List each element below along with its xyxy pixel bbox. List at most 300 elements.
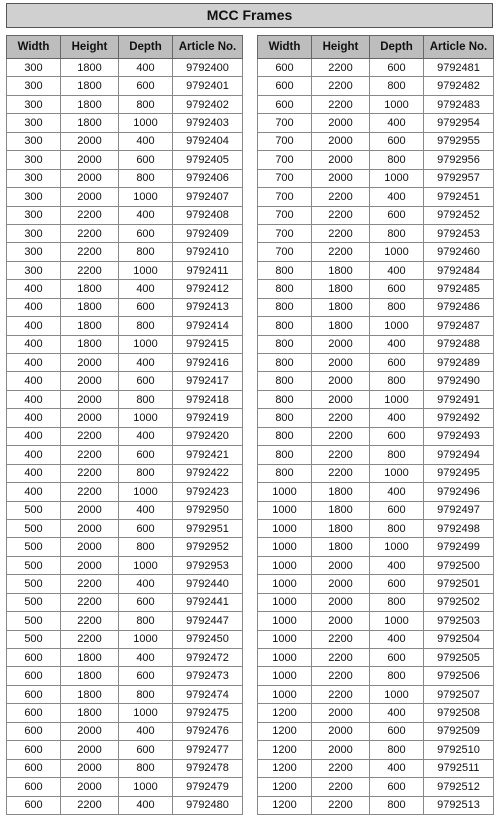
- cell-article-no: 9792512: [424, 778, 494, 796]
- cell-height: 2000: [61, 759, 119, 777]
- cell-height: 2200: [312, 95, 370, 113]
- cell-height: 2000: [61, 372, 119, 390]
- table-row: [258, 796, 494, 814]
- table-row: [7, 151, 243, 169]
- cell-article-no: 9792503: [424, 612, 494, 630]
- cell-height: 2000: [312, 741, 370, 759]
- cell-height: 2200: [312, 649, 370, 667]
- table-row: [7, 649, 243, 667]
- cell-height: 2200: [61, 612, 119, 630]
- cell-article-no: 9792484: [424, 261, 494, 279]
- table-row: [7, 409, 243, 427]
- cell-article-no: 9792476: [173, 722, 243, 740]
- cell-width: 600: [7, 796, 61, 814]
- cell-article-no: 9792513: [424, 796, 494, 814]
- cell-width: 1000: [258, 519, 312, 537]
- cell-height: 2000: [312, 704, 370, 722]
- table-row: [7, 114, 243, 132]
- cell-article-no: 9792417: [173, 372, 243, 390]
- cell-depth: 600: [370, 722, 424, 740]
- cell-width: 1000: [258, 538, 312, 556]
- table-row: [7, 224, 243, 242]
- cell-height: 2200: [61, 427, 119, 445]
- cell-width: 500: [7, 612, 61, 630]
- cell-article-no: 9792412: [173, 280, 243, 298]
- table-row: [7, 188, 243, 206]
- table-row: [7, 354, 243, 372]
- cell-article-no: 9792419: [173, 409, 243, 427]
- cell-height: 2000: [61, 188, 119, 206]
- cell-height: 2200: [312, 409, 370, 427]
- cell-width: 700: [258, 243, 312, 261]
- cell-width: 800: [258, 335, 312, 353]
- table-row: [258, 612, 494, 630]
- cell-depth: 1000: [370, 464, 424, 482]
- cell-width: 300: [7, 188, 61, 206]
- cell-height: 2000: [312, 372, 370, 390]
- cell-article-no: 9792492: [424, 409, 494, 427]
- cell-height: 2200: [312, 206, 370, 224]
- table-row: [7, 741, 243, 759]
- cell-article-no: 9792953: [173, 556, 243, 574]
- cell-article-no: 9792411: [173, 261, 243, 279]
- cell-width: 400: [7, 427, 61, 445]
- cell-height: 2200: [61, 796, 119, 814]
- cell-article-no: 9792955: [424, 132, 494, 150]
- cell-height: 2200: [61, 224, 119, 242]
- cell-depth: 800: [370, 151, 424, 169]
- cell-depth: 600: [370, 59, 424, 77]
- cell-width: 500: [7, 501, 61, 519]
- table-row: [7, 704, 243, 722]
- cell-depth: 1000: [119, 114, 173, 132]
- cell-article-no: 9792502: [424, 593, 494, 611]
- cell-height: 2000: [312, 354, 370, 372]
- cell-height: 2200: [312, 59, 370, 77]
- cell-height: 2200: [312, 224, 370, 242]
- cell-article-no: 9792509: [424, 722, 494, 740]
- column-header-article-no: Article No.: [173, 36, 243, 59]
- cell-depth: 1000: [370, 612, 424, 630]
- table-row: [258, 446, 494, 464]
- cell-height: 2200: [312, 77, 370, 95]
- cell-height: 2000: [61, 409, 119, 427]
- cell-height: 1800: [312, 483, 370, 501]
- table-row: [7, 593, 243, 611]
- cell-depth: 400: [119, 575, 173, 593]
- cell-depth: 600: [370, 501, 424, 519]
- cell-depth: 1000: [370, 95, 424, 113]
- cell-article-no: 9792510: [424, 741, 494, 759]
- cell-depth: 600: [119, 372, 173, 390]
- cell-depth: 400: [119, 280, 173, 298]
- cell-depth: 400: [370, 556, 424, 574]
- cell-height: 2000: [312, 114, 370, 132]
- cell-depth: 600: [119, 593, 173, 611]
- cell-width: 1200: [258, 796, 312, 814]
- cell-article-no: 9792450: [173, 630, 243, 648]
- cell-article-no: 9792400: [173, 59, 243, 77]
- cell-depth: 800: [119, 464, 173, 482]
- table-row: [7, 778, 243, 796]
- cell-width: 300: [7, 169, 61, 187]
- cell-width: 500: [7, 556, 61, 574]
- cell-height: 2200: [61, 483, 119, 501]
- cell-depth: 800: [370, 667, 424, 685]
- cell-width: 700: [258, 188, 312, 206]
- cell-width: 300: [7, 243, 61, 261]
- cell-height: 2000: [61, 132, 119, 150]
- cell-width: 600: [7, 722, 61, 740]
- cell-width: 300: [7, 224, 61, 242]
- cell-article-no: 9792423: [173, 483, 243, 501]
- cell-width: 1200: [258, 741, 312, 759]
- cell-width: 800: [258, 427, 312, 445]
- table-row: [258, 280, 494, 298]
- column-header-width: Width: [7, 36, 61, 59]
- table-row: [258, 390, 494, 408]
- cell-article-no: 9792418: [173, 390, 243, 408]
- table-row: [258, 114, 494, 132]
- cell-article-no: 9792486: [424, 298, 494, 316]
- cell-height: 2000: [61, 354, 119, 372]
- cell-article-no: 9792495: [424, 464, 494, 482]
- cell-article-no: 9792421: [173, 446, 243, 464]
- column-header-article-no: Article No.: [424, 36, 494, 59]
- cell-height: 2200: [312, 427, 370, 445]
- cell-depth: 400: [119, 206, 173, 224]
- table-row: [7, 575, 243, 593]
- table-row: [7, 372, 243, 390]
- cell-depth: 600: [119, 298, 173, 316]
- cell-height: 2000: [312, 169, 370, 187]
- table-row: [258, 630, 494, 648]
- cell-depth: 800: [119, 612, 173, 630]
- cell-depth: 1000: [119, 556, 173, 574]
- cell-depth: 600: [370, 354, 424, 372]
- cell-article-no: 9792500: [424, 556, 494, 574]
- page-title: MCC Frames: [6, 3, 493, 28]
- cell-depth: 600: [370, 132, 424, 150]
- table-row: [258, 501, 494, 519]
- cell-article-no: 9792490: [424, 372, 494, 390]
- table-row: [258, 649, 494, 667]
- table-row: [7, 206, 243, 224]
- cell-article-no: 9792956: [424, 151, 494, 169]
- table-row: [7, 685, 243, 703]
- cell-depth: 400: [370, 335, 424, 353]
- table-row: [258, 169, 494, 187]
- table-row: [7, 280, 243, 298]
- table-row: [7, 464, 243, 482]
- cell-width: 500: [7, 593, 61, 611]
- table-row: [258, 759, 494, 777]
- cell-height: 1800: [61, 704, 119, 722]
- cell-depth: 1000: [119, 188, 173, 206]
- cell-width: 400: [7, 409, 61, 427]
- cell-width: 400: [7, 354, 61, 372]
- cell-width: 300: [7, 95, 61, 113]
- cell-depth: 600: [119, 446, 173, 464]
- cell-height: 2200: [312, 446, 370, 464]
- cell-width: 600: [7, 741, 61, 759]
- cell-article-no: 9792508: [424, 704, 494, 722]
- cell-width: 1000: [258, 483, 312, 501]
- cell-article-no: 9792474: [173, 685, 243, 703]
- cell-depth: 400: [370, 483, 424, 501]
- cell-height: 2000: [61, 741, 119, 759]
- column-header-depth: Depth: [370, 36, 424, 59]
- table-row: [7, 95, 243, 113]
- cell-height: 2000: [312, 390, 370, 408]
- cell-width: 400: [7, 464, 61, 482]
- table-row: [258, 667, 494, 685]
- table-row: [7, 556, 243, 574]
- table-row: [7, 243, 243, 261]
- cell-article-no: 9792496: [424, 483, 494, 501]
- cell-height: 2200: [61, 464, 119, 482]
- table-row: [258, 704, 494, 722]
- cell-height: 2200: [312, 759, 370, 777]
- cell-width: 700: [258, 224, 312, 242]
- table-row: [258, 483, 494, 501]
- cell-article-no: 9792475: [173, 704, 243, 722]
- cell-article-no: 9792413: [173, 298, 243, 316]
- cell-width: 800: [258, 464, 312, 482]
- cell-depth: 400: [119, 59, 173, 77]
- cell-height: 2200: [312, 188, 370, 206]
- cell-article-no: 9792478: [173, 759, 243, 777]
- table-row: [7, 427, 243, 445]
- table-row: [258, 538, 494, 556]
- cell-width: 300: [7, 206, 61, 224]
- cell-depth: 800: [119, 538, 173, 556]
- table-row: [7, 538, 243, 556]
- cell-depth: 800: [370, 298, 424, 316]
- cell-width: 400: [7, 483, 61, 501]
- cell-width: 400: [7, 280, 61, 298]
- cell-height: 1800: [61, 649, 119, 667]
- table-row: [258, 317, 494, 335]
- table-row: [7, 335, 243, 353]
- table-row: [7, 483, 243, 501]
- cell-height: 2000: [312, 722, 370, 740]
- cell-depth: 1000: [119, 778, 173, 796]
- column-header-height: Height: [312, 36, 370, 59]
- cell-width: 1200: [258, 704, 312, 722]
- cell-width: 400: [7, 372, 61, 390]
- cell-height: 2200: [61, 261, 119, 279]
- cell-depth: 1000: [119, 630, 173, 648]
- cell-width: 800: [258, 298, 312, 316]
- cell-article-no: 9792491: [424, 390, 494, 408]
- table-row: [258, 722, 494, 740]
- cell-height: 2000: [312, 335, 370, 353]
- cell-depth: 1000: [370, 685, 424, 703]
- table-row: [258, 778, 494, 796]
- table-row: [258, 519, 494, 537]
- table-row: [7, 390, 243, 408]
- cell-depth: 600: [119, 224, 173, 242]
- table-header-row: [7, 36, 243, 59]
- table-row: [258, 575, 494, 593]
- cell-height: 1800: [61, 95, 119, 113]
- cell-width: 300: [7, 114, 61, 132]
- cell-height: 2000: [312, 151, 370, 169]
- cell-width: 800: [258, 280, 312, 298]
- cell-height: 2200: [312, 630, 370, 648]
- cell-article-no: 9792453: [424, 224, 494, 242]
- cell-article-no: 9792472: [173, 649, 243, 667]
- cell-depth: 400: [119, 796, 173, 814]
- cell-width: 400: [7, 335, 61, 353]
- table-row: [258, 298, 494, 316]
- column-header-height: Height: [61, 36, 119, 59]
- cell-width: 1000: [258, 630, 312, 648]
- cell-depth: 800: [119, 390, 173, 408]
- column-header-depth: Depth: [119, 36, 173, 59]
- cell-depth: 600: [370, 280, 424, 298]
- cell-article-no: 9792447: [173, 612, 243, 630]
- cell-depth: 600: [370, 575, 424, 593]
- table-row: [258, 224, 494, 242]
- cell-width: 1200: [258, 722, 312, 740]
- cell-width: 1000: [258, 649, 312, 667]
- cell-article-no: 9792482: [424, 77, 494, 95]
- cell-article-no: 9792460: [424, 243, 494, 261]
- cell-width: 500: [7, 575, 61, 593]
- cell-article-no: 9792473: [173, 667, 243, 685]
- cell-article-no: 9792451: [424, 188, 494, 206]
- cell-depth: 1000: [370, 390, 424, 408]
- cell-width: 600: [258, 95, 312, 113]
- table-row: [7, 796, 243, 814]
- column-header-width: Width: [258, 36, 312, 59]
- cell-depth: 600: [370, 778, 424, 796]
- cell-article-no: 9792414: [173, 317, 243, 335]
- table-row: [258, 261, 494, 279]
- cell-article-no: 9792481: [424, 59, 494, 77]
- cell-height: 2200: [61, 206, 119, 224]
- cell-depth: 400: [119, 649, 173, 667]
- cell-height: 2000: [312, 575, 370, 593]
- table-row: [258, 77, 494, 95]
- cell-article-no: 9792420: [173, 427, 243, 445]
- table-row: [258, 132, 494, 150]
- cell-article-no: 9792506: [424, 667, 494, 685]
- table-row: [7, 298, 243, 316]
- cell-depth: 400: [370, 188, 424, 206]
- cell-height: 2200: [312, 778, 370, 796]
- cell-article-no: 9792497: [424, 501, 494, 519]
- table-row: [258, 685, 494, 703]
- cell-width: 1000: [258, 612, 312, 630]
- cell-height: 2000: [312, 556, 370, 574]
- cell-article-no: 9792480: [173, 796, 243, 814]
- table-row: [258, 243, 494, 261]
- table-header-row: [258, 36, 494, 59]
- cell-article-no: 9792404: [173, 132, 243, 150]
- cell-width: 600: [258, 59, 312, 77]
- table-row: [258, 464, 494, 482]
- cell-article-no: 9792479: [173, 778, 243, 796]
- cell-height: 2000: [312, 593, 370, 611]
- cell-width: 600: [7, 685, 61, 703]
- cell-article-no: 9792403: [173, 114, 243, 132]
- cell-article-no: 9792954: [424, 114, 494, 132]
- table-row: [258, 372, 494, 390]
- table-row: [7, 77, 243, 95]
- cell-height: 1800: [61, 280, 119, 298]
- cell-height: 2000: [61, 519, 119, 537]
- cell-article-no: 9792452: [424, 206, 494, 224]
- cell-width: 1000: [258, 593, 312, 611]
- cell-article-no: 9792950: [173, 501, 243, 519]
- cell-depth: 600: [119, 667, 173, 685]
- cell-height: 2000: [61, 722, 119, 740]
- cell-depth: 400: [370, 114, 424, 132]
- cell-article-no: 9792493: [424, 427, 494, 445]
- cell-article-no: 9792501: [424, 575, 494, 593]
- cell-width: 500: [7, 538, 61, 556]
- cell-article-no: 9792410: [173, 243, 243, 261]
- cell-width: 600: [258, 77, 312, 95]
- cell-width: 800: [258, 317, 312, 335]
- cell-width: 600: [7, 704, 61, 722]
- cell-width: 700: [258, 114, 312, 132]
- table-row: [7, 722, 243, 740]
- cell-article-no: 9792406: [173, 169, 243, 187]
- cell-depth: 800: [119, 169, 173, 187]
- cell-depth: 600: [119, 77, 173, 95]
- cell-width: 700: [258, 132, 312, 150]
- cell-width: 700: [258, 151, 312, 169]
- table-row: [258, 427, 494, 445]
- cell-article-no: 9792441: [173, 593, 243, 611]
- cell-width: 700: [258, 206, 312, 224]
- table-row: [7, 519, 243, 537]
- table-row: [258, 409, 494, 427]
- cell-height: 1800: [61, 317, 119, 335]
- cell-article-no: 9792415: [173, 335, 243, 353]
- cell-article-no: 9792505: [424, 649, 494, 667]
- cell-article-no: 9792422: [173, 464, 243, 482]
- table-row: [7, 667, 243, 685]
- cell-width: 1000: [258, 501, 312, 519]
- cell-depth: 800: [370, 519, 424, 537]
- cell-height: 2200: [312, 685, 370, 703]
- cell-article-no: 9792402: [173, 95, 243, 113]
- cell-depth: 800: [370, 796, 424, 814]
- table-row: [258, 188, 494, 206]
- cell-depth: 400: [370, 409, 424, 427]
- cell-article-no: 9792494: [424, 446, 494, 464]
- cell-width: 600: [7, 759, 61, 777]
- cell-width: 1200: [258, 759, 312, 777]
- cell-height: 2200: [61, 243, 119, 261]
- cell-depth: 800: [119, 243, 173, 261]
- cell-depth: 800: [370, 593, 424, 611]
- cell-width: 400: [7, 317, 61, 335]
- cell-height: 1800: [312, 280, 370, 298]
- cell-height: 1800: [61, 667, 119, 685]
- cell-depth: 800: [370, 372, 424, 390]
- cell-depth: 400: [370, 261, 424, 279]
- cell-height: 2000: [312, 612, 370, 630]
- cell-depth: 800: [119, 759, 173, 777]
- cell-article-no: 9792477: [173, 741, 243, 759]
- cell-depth: 400: [119, 132, 173, 150]
